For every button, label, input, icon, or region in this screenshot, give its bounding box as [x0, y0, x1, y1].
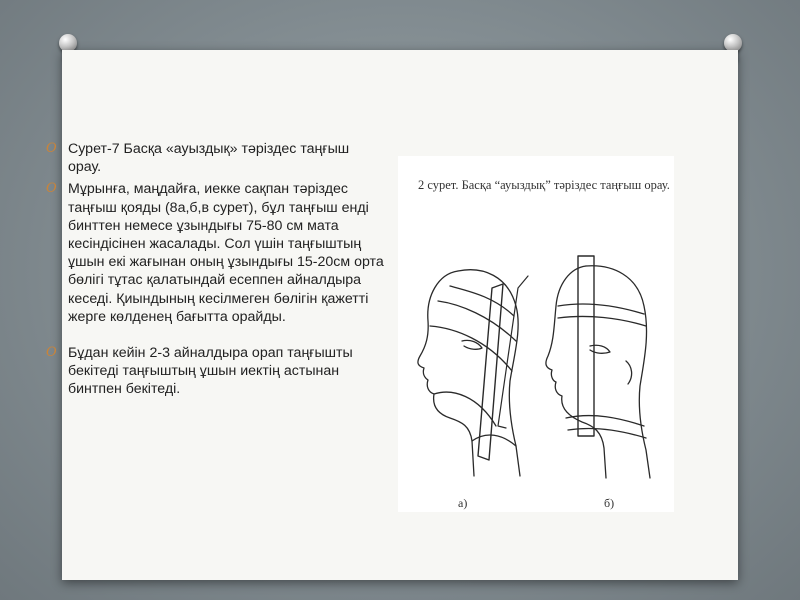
bandage-figure: [398, 156, 674, 512]
head-bandage-illustration: [398, 156, 674, 512]
figure-label-a: а): [458, 496, 468, 510]
paragraph-2: [46, 180, 386, 326]
paragraph-1-text: Сурет-7 Басқа «ауыздық» тәріздес таңғыш орау.: [68, 141, 350, 176]
bullet-icon: O: [46, 141, 57, 156]
paragraph-3: [46, 344, 386, 399]
paragraph-3-text: Бұдан кейін 2-3 айналдыра орап таңғышты бекітеді таңғыштың ұшын иектің астынан бинтпен бекітеді.: [68, 345, 353, 398]
slide-text: [46, 140, 386, 403]
head-profile-b: [546, 256, 650, 478]
figure-label-b: б): [604, 496, 615, 510]
head-profile-a: [418, 270, 528, 476]
bullet-icon: O: [46, 181, 57, 197]
figure-caption: 2 сурет. Басқа “ауыздық” тәріздес таңғыш орау.: [418, 178, 670, 192]
paragraph-1: [46, 140, 386, 176]
paragraph-2-text: Мұрынға, маңдайға, иекке сақпан тәріздес таңғыш қояды (8а,б,в сурет), бұл таңғыш енді бинттен немесе ұзындығы 75-80 см мата кесіндісінен жасалады. Сол үшін таңғыштың ұшын екі жағынан оның ұзындығы 15-20см орта бөлігі тұтас қалатындай есеппен айналдыра кеседі. Қиындының кесілмеген бөлігін қажетті жерге көлденең бағытта орайды.: [68, 181, 384, 325]
bullet-icon: O: [46, 345, 57, 361]
